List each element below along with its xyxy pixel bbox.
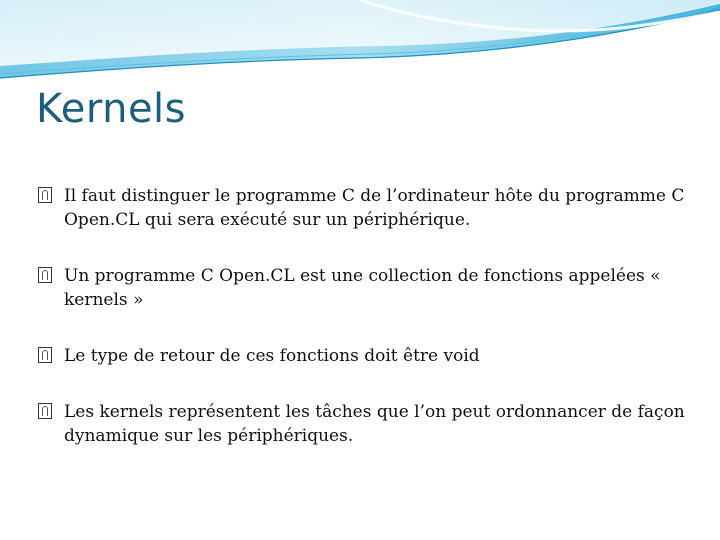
bullet-text: Les kernels représentent les tâches que l’on peut ordonnancer de façon dynamique sur les périphériques. (64, 402, 685, 446)
missing-glyph-box-icon (38, 187, 52, 203)
missing-glyph-box-icon (38, 267, 52, 283)
bullet-item (38, 264, 688, 312)
bullet-list (38, 184, 688, 448)
slide-title: Kernels (36, 86, 187, 132)
bullet-item (38, 400, 688, 448)
bullet-text: Le type de retour de ces fonctions doit être void (64, 346, 480, 366)
missing-glyph-box-icon (38, 403, 52, 419)
bullet-item (38, 184, 688, 232)
missing-glyph-box-icon (38, 347, 52, 363)
header-wave-decoration (0, 0, 720, 90)
bullet-text: Il faut distinguer le programme C de l’ordinateur hôte du programme C Open.CL qui sera exécuté sur un périphérique. (64, 186, 685, 230)
bullet-item (38, 344, 688, 368)
bullet-text: Un programme C Open.CL est une collection de fonctions appelées « kernels » (64, 266, 661, 310)
